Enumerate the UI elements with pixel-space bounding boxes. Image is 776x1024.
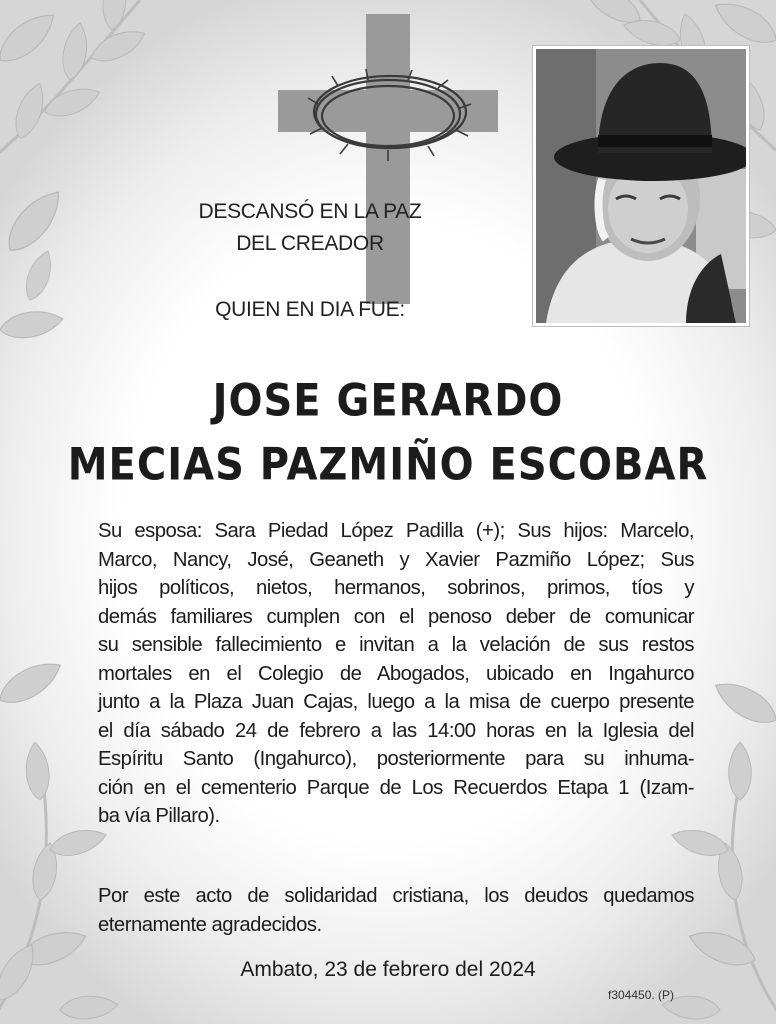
body-line: junto a la Plaza Juan Cajas, luego a la misa de cuerpo presente	[98, 691, 694, 713]
body-line: Marco, Nancy, José, Geaneth y Xavier Pazmiño López; Sus	[98, 548, 694, 571]
header-line-1: DESCANSÓ EN LA PAZ	[198, 200, 422, 223]
announcement-body	[98, 517, 694, 831]
body-line: demás familiares cumplen con el penoso deber de comunicar	[98, 605, 694, 628]
deceased-name-line-1: JOSE GERARDO	[212, 375, 564, 427]
cross-with-crown-of-thorns-icon	[278, 14, 498, 304]
body-line: su sensible fallecimiento e invitan a la velación de sus restos	[98, 634, 694, 656]
body-line: mortales en el Colegio de Abogados, ubicado en Ingahurco	[98, 662, 694, 685]
closing-paragraph	[98, 882, 694, 939]
portrait-photo	[533, 46, 749, 326]
deceased-name-line-2: MECIAS PAZMIÑO ESCOBAR	[67, 439, 709, 491]
body-line: ción en el cementerio Parque de Los Recuerdos Etapa 1 (Izam-	[98, 776, 694, 799]
reference-code: f304450. (P)	[608, 988, 675, 1002]
body-line: Su esposa: Sara Piedad López Padilla (+); Sus hijos: Marcelo,	[98, 520, 694, 542]
body-line: ba vía Pillaro).	[98, 805, 220, 827]
closing-line: Por este acto de solidaridad cristiana, los deudos quedamos	[98, 885, 694, 907]
body-line: hijos políticos, nietos, hermanos, sobrinos, primos, tíos y	[98, 577, 694, 599]
body-line: Espíritu Santo (Ingahurco), posteriormente para su inhuma-	[98, 748, 694, 770]
place-date: Ambato, 23 de febrero del 2024	[240, 958, 536, 981]
closing-line: eternamente agradecidos.	[98, 913, 322, 936]
header-line-2: DEL CREADOR	[236, 232, 384, 255]
header-line-3: QUIEN EN DIA FUE:	[215, 298, 405, 321]
body-line: el día sábado 24 de febrero a las 14:00 horas en la Iglesia del	[98, 719, 694, 742]
